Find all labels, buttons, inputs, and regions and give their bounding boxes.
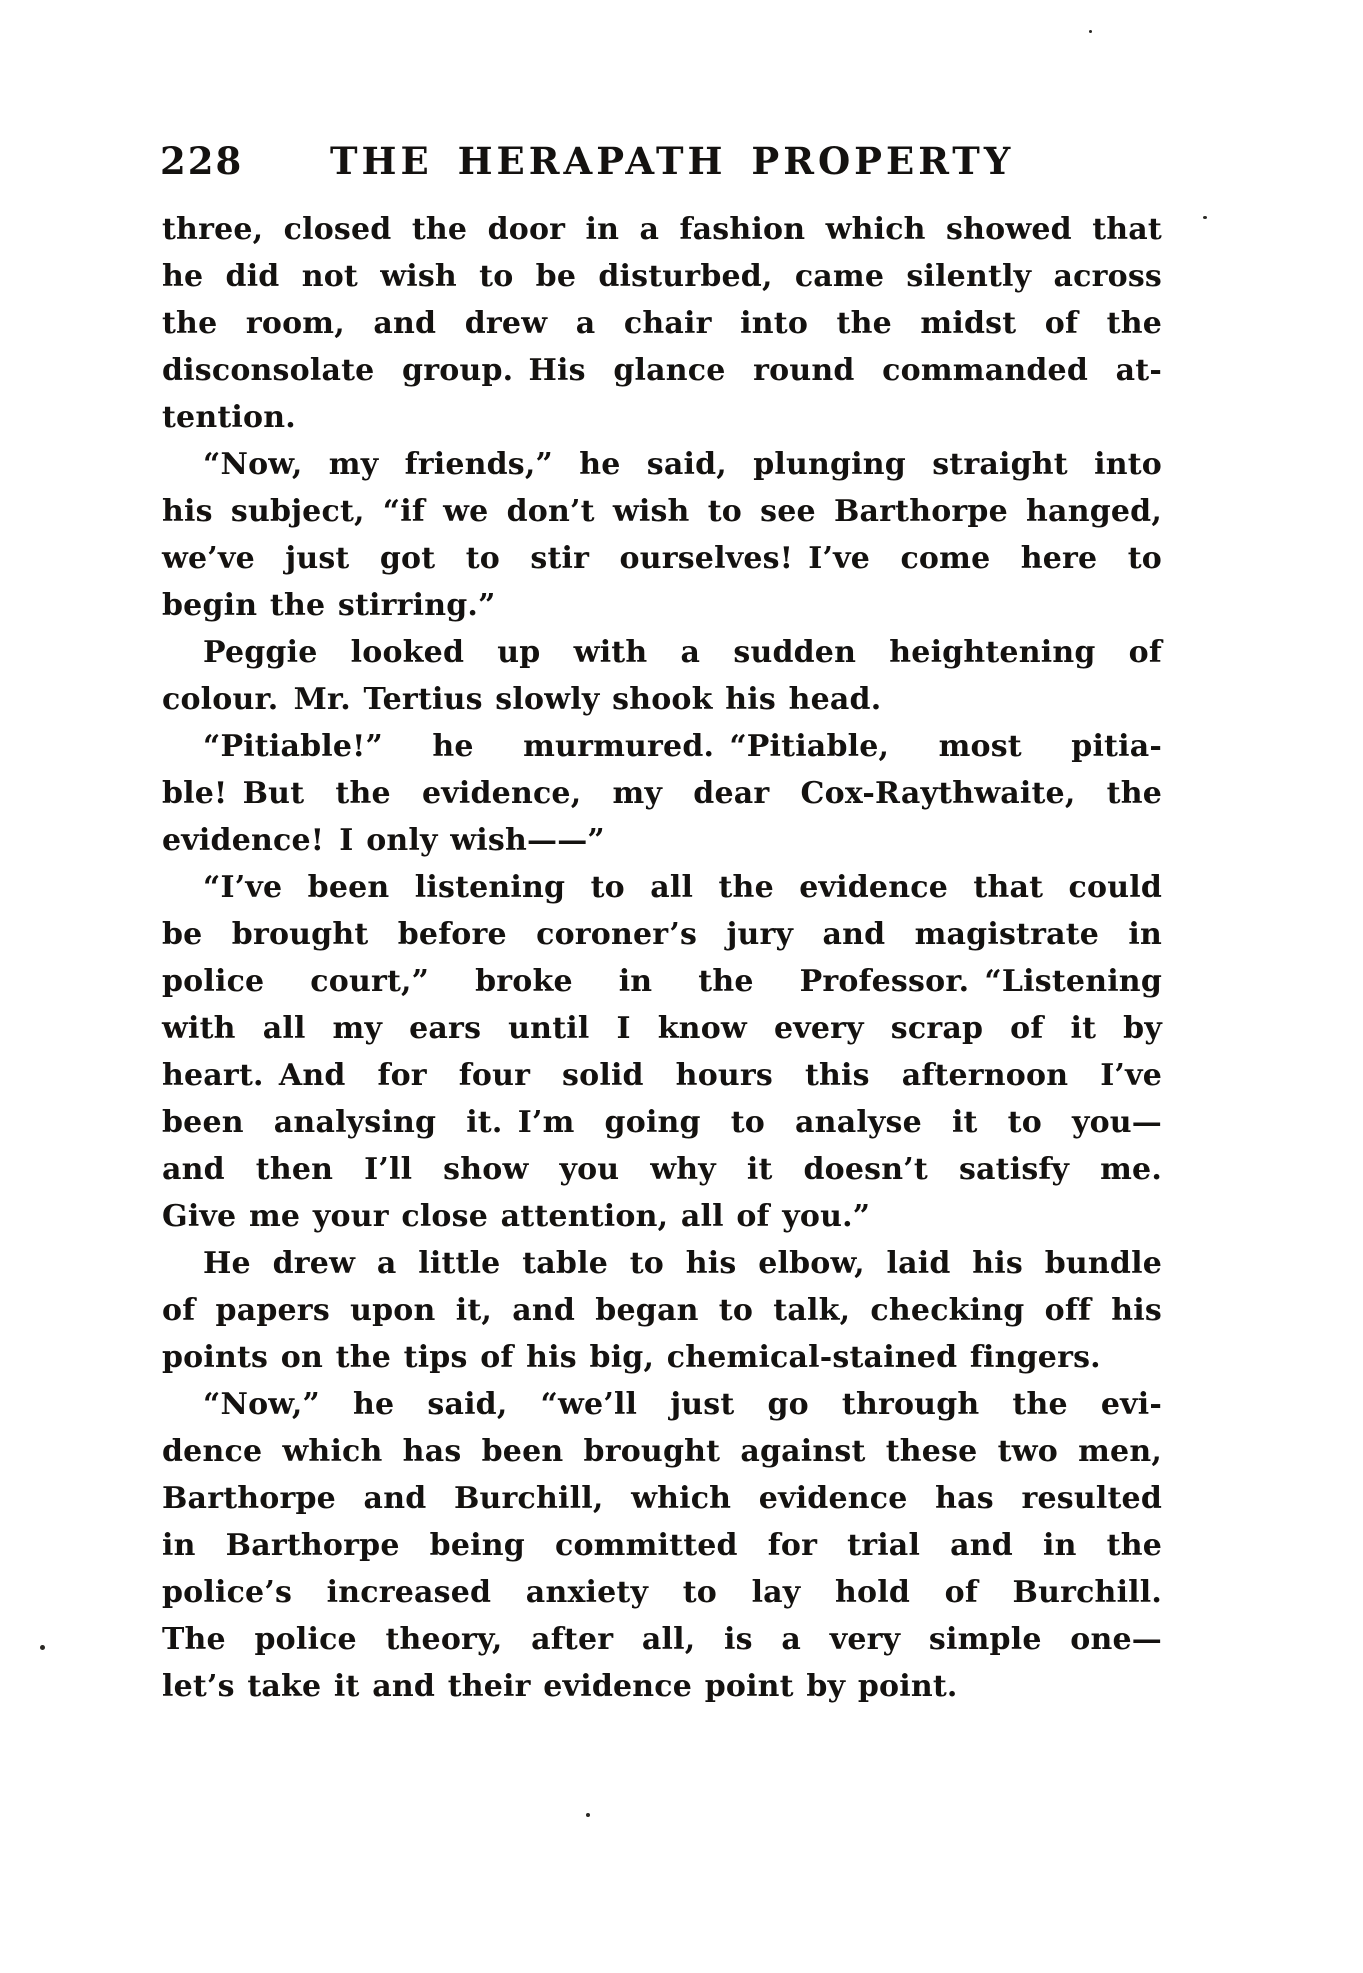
text-line: “I’ve been listening to all the evidence that could [203, 870, 1162, 905]
text-line: tention. [162, 400, 296, 435]
page-body [162, 206, 1162, 1710]
text-line: dence which has been brought against these two men, [162, 1434, 1162, 1469]
text-line: we’ve just got to stir ourselves! I’ve come here to [162, 541, 1162, 576]
text-line: three, closed the door in a fashion which showed that [162, 212, 1162, 247]
text-line: “Now, my friends,” he said, plunging straight into [203, 447, 1162, 482]
running-title: THE HERAPATH PROPERTY [330, 139, 1015, 183]
text-line: He drew a little table to his elbow, laid his bundle [203, 1246, 1162, 1281]
text-line: in Barthorpe being committed for trial and in the [162, 1528, 1162, 1563]
ink-speck [586, 1813, 590, 1817]
ink-speck [1203, 216, 1207, 219]
text-line: police court,” broke in the Professor. “Listening [162, 964, 1162, 999]
text-line: and then I’ll show you why it doesn’t satisfy me. [162, 1152, 1162, 1187]
text-line: begin the stirring.” [162, 588, 496, 623]
text-line: points on the tips of his big, chemical-stained fingers. [162, 1340, 1101, 1375]
text-line: Give me your close attention, all of you.” [162, 1199, 871, 1234]
text-line: his subject, “if we don’t wish to see Barthorpe hanged, [162, 494, 1162, 529]
text-line: with all my ears until I know every scrap of it by [162, 1011, 1162, 1046]
text-line: Barthorpe and Burchill, which evidence has resulted [162, 1481, 1162, 1516]
text-line: Peggie looked up with a sudden heightening of [203, 635, 1162, 670]
text-line: heart. And for four solid hours this afternoon I’ve [162, 1058, 1162, 1093]
text-line: be brought before coroner’s jury and magistrate in [162, 917, 1162, 952]
text-line: The police theory, after all, is a very simple one— [162, 1622, 1162, 1657]
ink-speck [40, 1645, 45, 1650]
text-line: evidence! I only wish——” [162, 823, 605, 858]
text-line: police’s increased anxiety to lay hold of Burchill. [162, 1575, 1162, 1610]
text-line: let’s take it and their evidence point by point. [162, 1669, 958, 1704]
text-line: he did not wish to be disturbed, came silently across [162, 259, 1162, 294]
ink-speck [1089, 30, 1092, 33]
text-line: ble! But the evidence, my dear Cox-Raythwaite, the [162, 776, 1162, 811]
text-line: colour. Mr. Tertius slowly shook his head. [162, 682, 882, 717]
text-line: the room, and drew a chair into the midst of the [162, 306, 1162, 341]
text-line: disconsolate group. His glance round commanded at- [162, 353, 1162, 388]
text-line: “Now,” he said, “we’ll just go through the evi- [203, 1387, 1162, 1422]
text-line: of papers upon it, and began to talk, checking off his [162, 1293, 1162, 1328]
page-header [0, 141, 1363, 189]
page-number: 228 [160, 139, 244, 183]
text-line: been analysing it. I’m going to analyse it to you— [162, 1105, 1162, 1140]
text-line: “Pitiable!” he murmured. “Pitiable, most pitia- [203, 729, 1162, 764]
